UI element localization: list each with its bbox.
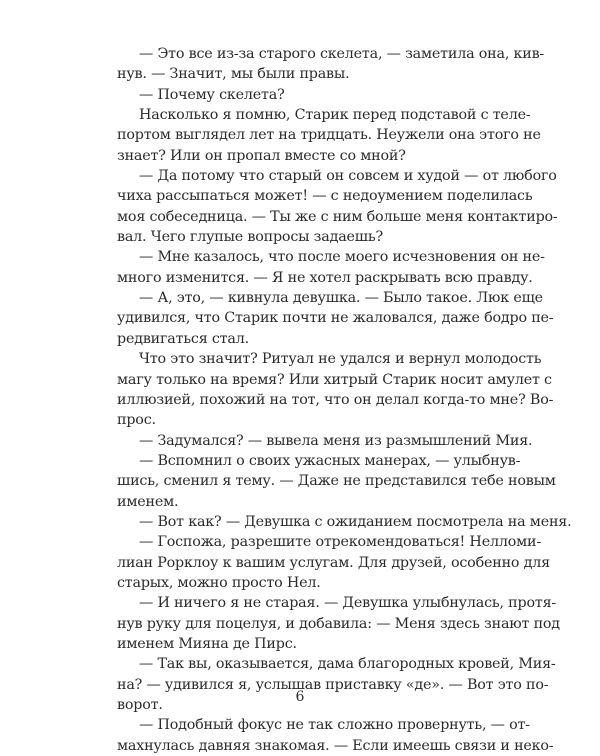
- text-line: моя собеседница. — Ты же с ним больше меня контактиро-: [117, 208, 558, 225]
- text-line: редвигаться стал.: [117, 330, 249, 347]
- text-line: Что это значит? Ритуал не удался и вернул молодость: [139, 351, 542, 368]
- text-line: — Подобный фокус не так сложно провернуть, — от-: [139, 717, 530, 734]
- text-line: — Это все из-за старого скелета, — заметила она, кив-: [139, 46, 545, 62]
- text-line: нув. — Значит, мы были правы.: [117, 66, 350, 83]
- text-line: знает? Или он пропал вместе со мной?: [117, 147, 406, 164]
- text-line: прос.: [117, 412, 156, 429]
- text-line: ворот.: [117, 697, 163, 713]
- text-line: чиха рассыпаться может! — с недоумением поделилась: [117, 188, 533, 205]
- body-text: [117, 44, 572, 756]
- text-line: на? — удивился я, услышав приставку «де». — Вот это по-: [117, 676, 549, 693]
- text-line: — Так вы, оказывается, дама благородных кровей, Мия-: [139, 656, 556, 673]
- text-line: нув руку для поцелуя, и добавила: — Меня здесь знают под: [117, 615, 560, 632]
- text-line: вал. Чего глупые вопросы задаешь?: [117, 229, 383, 246]
- text-line: удивился, что Старик почти не жаловался, даже бодро пе-: [117, 310, 554, 327]
- text-line: портом выглядел лет на тридцать. Неужели она этого не: [117, 127, 541, 144]
- text-line: — Госпожа, разрешите отрекомендоваться! Нелломи-: [139, 534, 542, 551]
- text-line: — Задумался? — вывела меня из размышлений Мия.: [139, 432, 533, 449]
- text-line: — Почему скелета?: [139, 86, 285, 103]
- text-line: — И ничего я не старая. — Девушка улыбнулась, протя-: [139, 595, 557, 612]
- page-number: 6: [295, 689, 305, 705]
- text-line: — А, это, — кивнула девушка. — Было такое. Люк еще: [139, 290, 543, 307]
- text-line: именем Мияна де Пирс.: [117, 635, 297, 652]
- text-line: Насколько я помню, Старик перед подставой с теле-: [139, 107, 531, 124]
- text-line: много изменится. — Я не хотел раскрывать всю правду.: [117, 269, 533, 286]
- text-line: именем.: [117, 493, 179, 510]
- text-line: — Вот как? — Девушка с ожиданием посмотрела на меня.: [139, 513, 572, 530]
- text-line: шись, сменил я тему. — Даже не представился тебе новым: [117, 473, 556, 490]
- text-line: — Да потому что старый он совсем и худой — от любого: [139, 168, 557, 185]
- text-line: иллюзией, похожий на тот, что он делал когда-то мне? Во-: [117, 391, 554, 408]
- text-line: махнулась давняя знакомая. — Если имеешь связи и неко-: [117, 737, 554, 754]
- text-line: — Вспомнил о своих ужасных манерах, — улыбнув-: [139, 452, 521, 469]
- text-line: — Мне казалось, что после моего исчезновения он не-: [139, 249, 545, 266]
- text-line: лиан Рорклоу к вашим услугам. Для друзей, особенно для: [117, 554, 550, 571]
- text-line: старых, можно просто Нел.: [117, 574, 321, 591]
- text-line: магу только на время? Или хитрый Старик носит амулет с: [117, 371, 552, 388]
